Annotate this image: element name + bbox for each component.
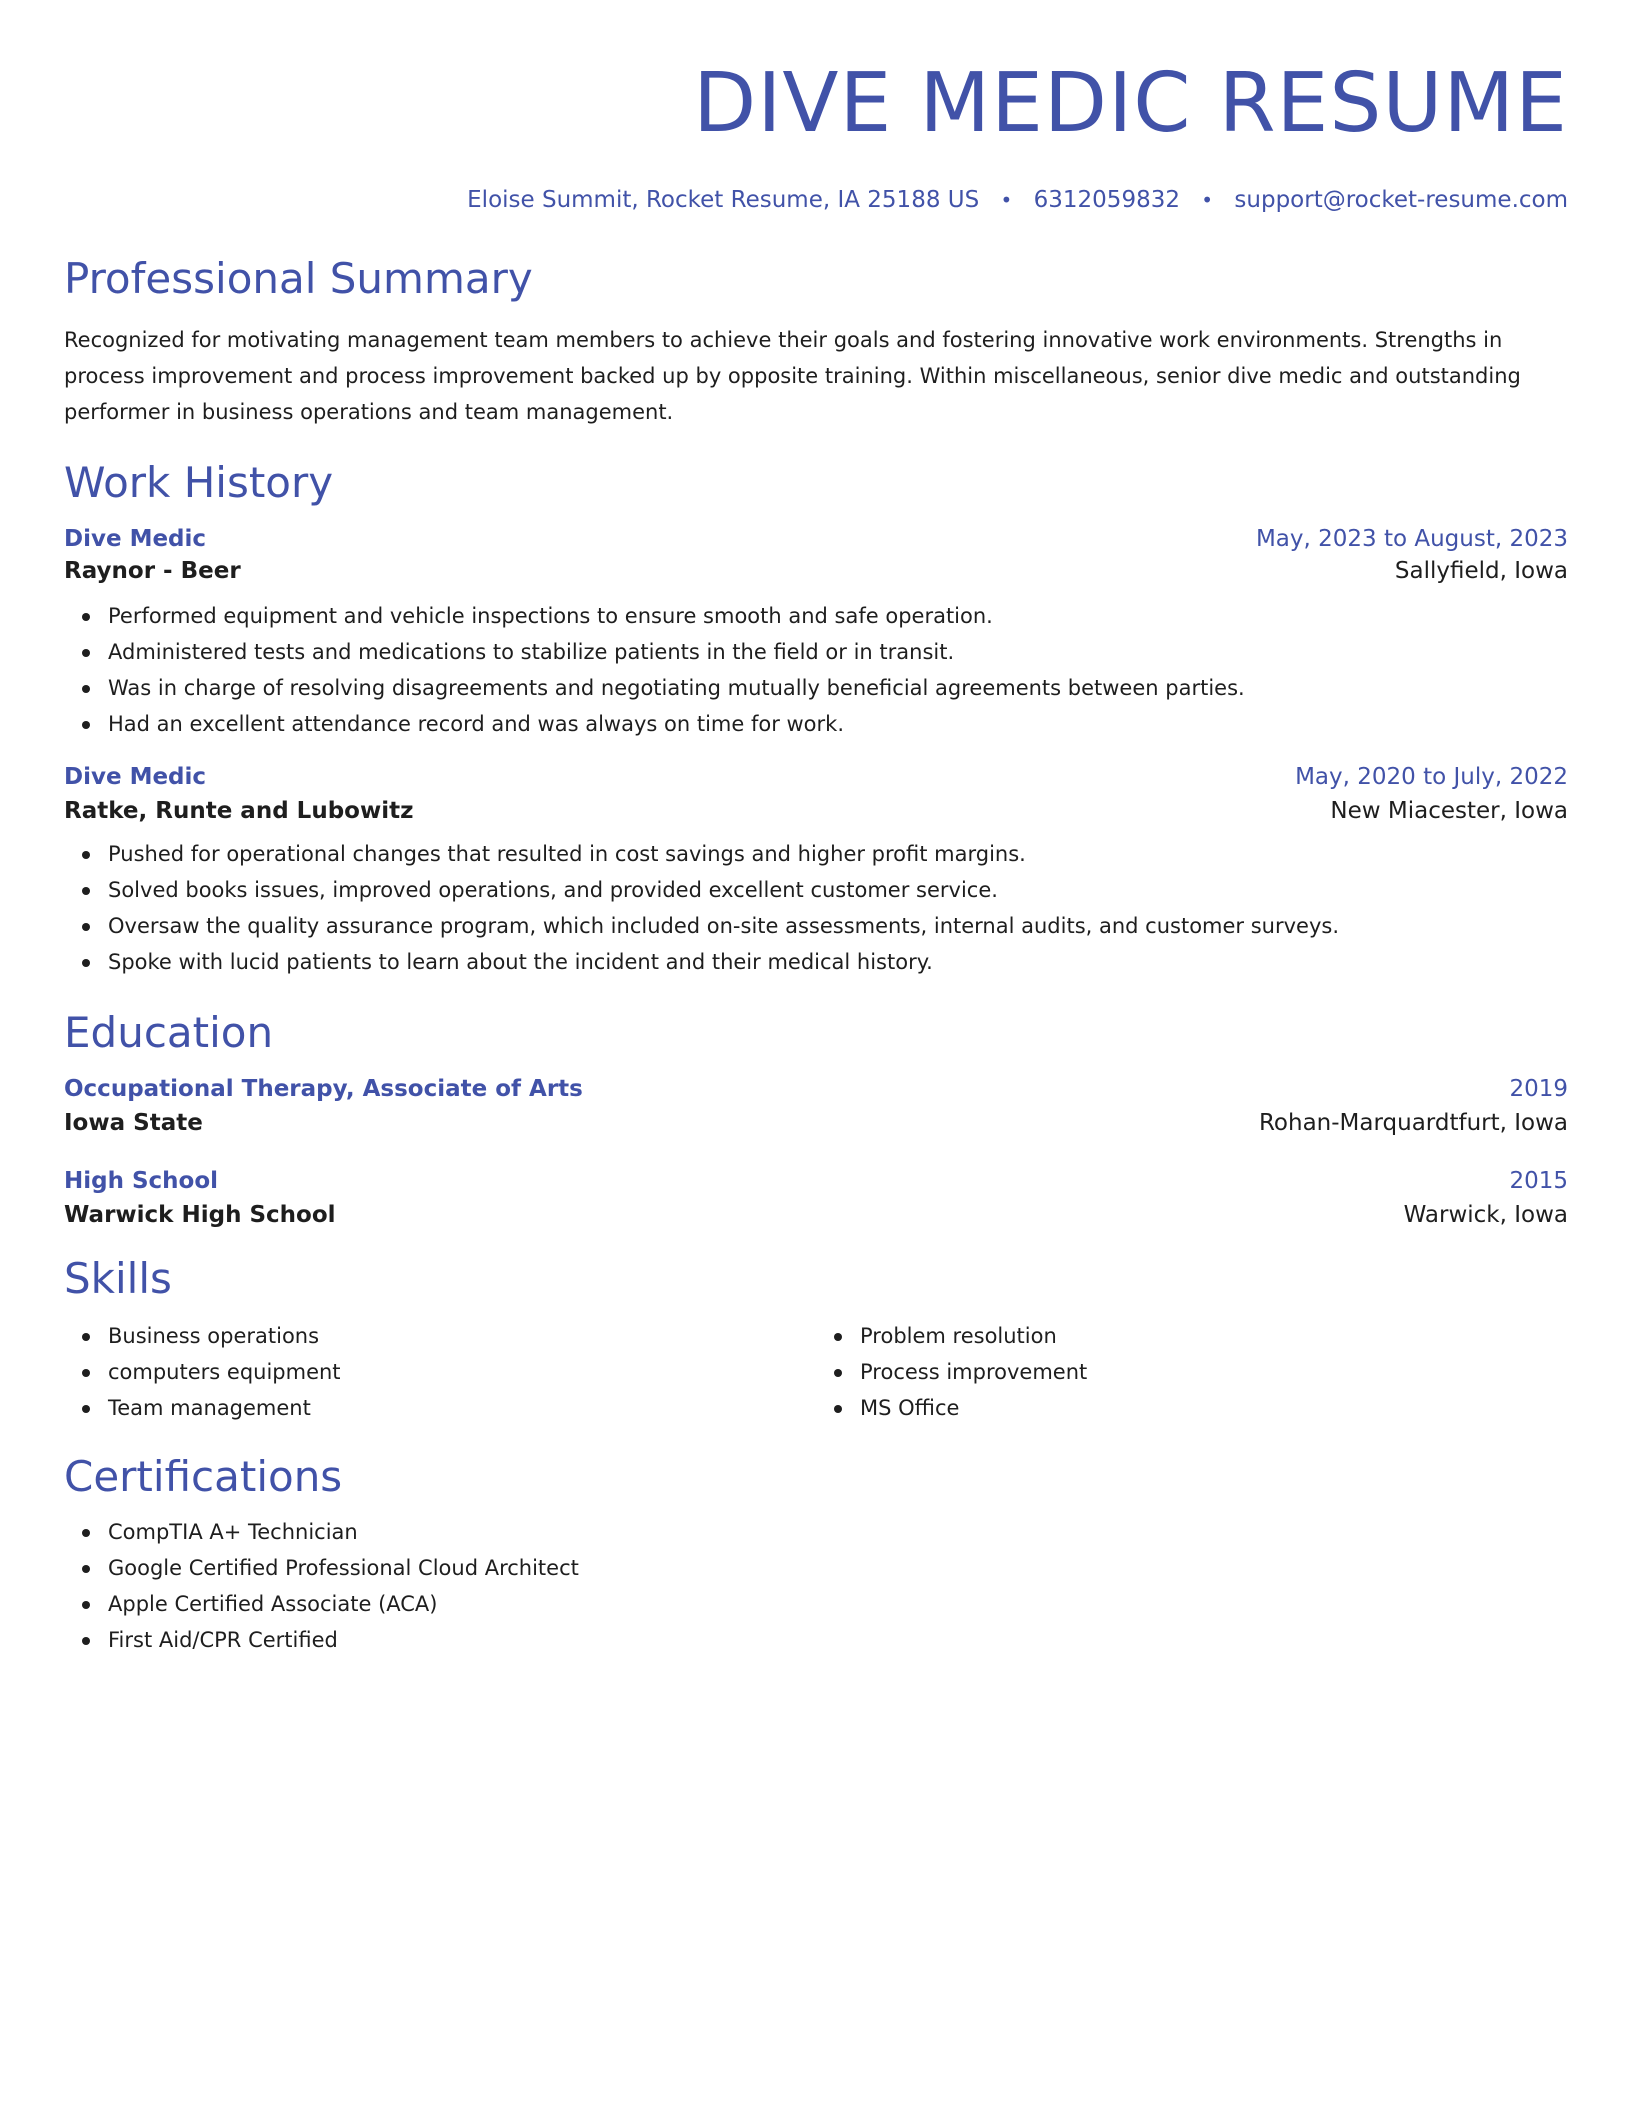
education-year: 2015 [1509, 1168, 1568, 1194]
education-location: Rohan-Marquardtfurt, Iowa [1258, 1110, 1568, 1136]
education-entry [64, 1076, 1568, 1136]
education-school-row [64, 1202, 1568, 1228]
job-role: Dive Medic [64, 764, 207, 790]
certification-item: First Aid/CPR Certified [108, 1622, 1568, 1658]
skill-item: Process improvement [860, 1354, 1568, 1390]
education-degree: Occupational Therapy, Associate of Arts [64, 1076, 583, 1102]
list-item: Administered tests and medications to stabilize patients in the field or in transit. [108, 634, 1568, 670]
job-header-row [64, 764, 1568, 790]
summary-text: Recognized for motivating management team members to achieve their goals and fostering innovative work environments. Strengths in process improvement and process improvement backed up by opposite training. Within miscellaneous, senior dive medic and outstanding performer in business operations and team management. [64, 328, 1521, 424]
education-header-row [64, 1076, 1568, 1102]
list-item: Spoke with lucid patients to learn about the incident and their medical history. [108, 944, 1568, 980]
education-degree: High School [64, 1168, 219, 1194]
job-dates: May, 2023 to August, 2023 [1255, 526, 1568, 552]
skills-list [64, 1318, 816, 1426]
education-heading: Education [64, 1008, 274, 1057]
job-company: Raynor - Beer [64, 558, 241, 584]
summary-heading: Professional Summary [64, 254, 533, 303]
contact-address: Eloise Summit, Rocket Resume, IA 25188 US [467, 187, 980, 213]
job-entry [64, 526, 1568, 742]
skill-item: MS Office [860, 1390, 1568, 1426]
education-school: Warwick High School [64, 1202, 336, 1228]
job-bullets [64, 598, 1568, 742]
skill-item: Business operations [108, 1318, 816, 1354]
skills-column-right [816, 1318, 1568, 1426]
skills-list [816, 1318, 1568, 1426]
certifications-list [64, 1514, 1568, 1658]
job-company-row [64, 798, 1568, 824]
certification-item: Apple Certified Associate (ACA) [108, 1586, 1568, 1622]
contact-separator: • [1201, 188, 1214, 212]
list-item: Oversaw the quality assurance program, which included on-site assessments, internal audits, and customer surveys. [108, 908, 1568, 944]
list-item: Pushed for operational changes that resulted in cost savings and higher profit margins. [108, 836, 1568, 872]
education-entry [64, 1168, 1568, 1228]
contact-separator: • [1000, 188, 1013, 212]
skill-item: Team management [108, 1390, 816, 1426]
skills-column-left [64, 1318, 816, 1426]
education-header-row [64, 1168, 1568, 1194]
contact-line [64, 186, 1568, 214]
job-header-row [64, 526, 1568, 552]
job-role: Dive Medic [64, 526, 207, 552]
skill-item: Problem resolution [860, 1318, 1568, 1354]
education-location: Warwick, Iowa [1403, 1202, 1568, 1228]
job-bullets [64, 836, 1568, 980]
job-location: New Miacester, Iowa [1330, 798, 1568, 824]
contact-email: support@rocket-resume.com [1234, 187, 1568, 213]
education-year: 2019 [1509, 1076, 1568, 1102]
job-company: Ratke, Runte and Lubowitz [64, 798, 414, 824]
skills-heading: Skills [64, 1254, 172, 1303]
job-company-row [64, 558, 1568, 584]
education-school: Iowa State [64, 1110, 203, 1136]
job-location: Sallyfield, Iowa [1394, 558, 1568, 584]
education-school-row [64, 1110, 1568, 1136]
skills-grid [64, 1318, 1568, 1426]
job-entry [64, 764, 1568, 980]
list-item: Had an excellent attendance record and was always on time for work. [108, 706, 1568, 742]
certification-item: Google Certified Professional Cloud Architect [108, 1550, 1568, 1586]
list-item: Solved books issues, improved operations, and provided excellent customer service. [108, 872, 1568, 908]
contact-phone: 6312059832 [1033, 187, 1180, 213]
skill-item: computers equipment [108, 1354, 816, 1390]
work-history-heading: Work History [64, 458, 334, 507]
resume-title: DIVE MEDIC RESUME [693, 56, 1568, 151]
list-item: Was in charge of resolving disagreements and negotiating mutually beneficial agreements between parties. [108, 670, 1568, 706]
list-item: Performed equipment and vehicle inspections to ensure smooth and safe operation. [108, 598, 1568, 634]
certifications-heading: Certifications [64, 1452, 343, 1501]
certification-item: CompTIA A+ Technician [108, 1514, 1568, 1550]
job-dates: May, 2020 to July, 2022 [1295, 764, 1568, 790]
